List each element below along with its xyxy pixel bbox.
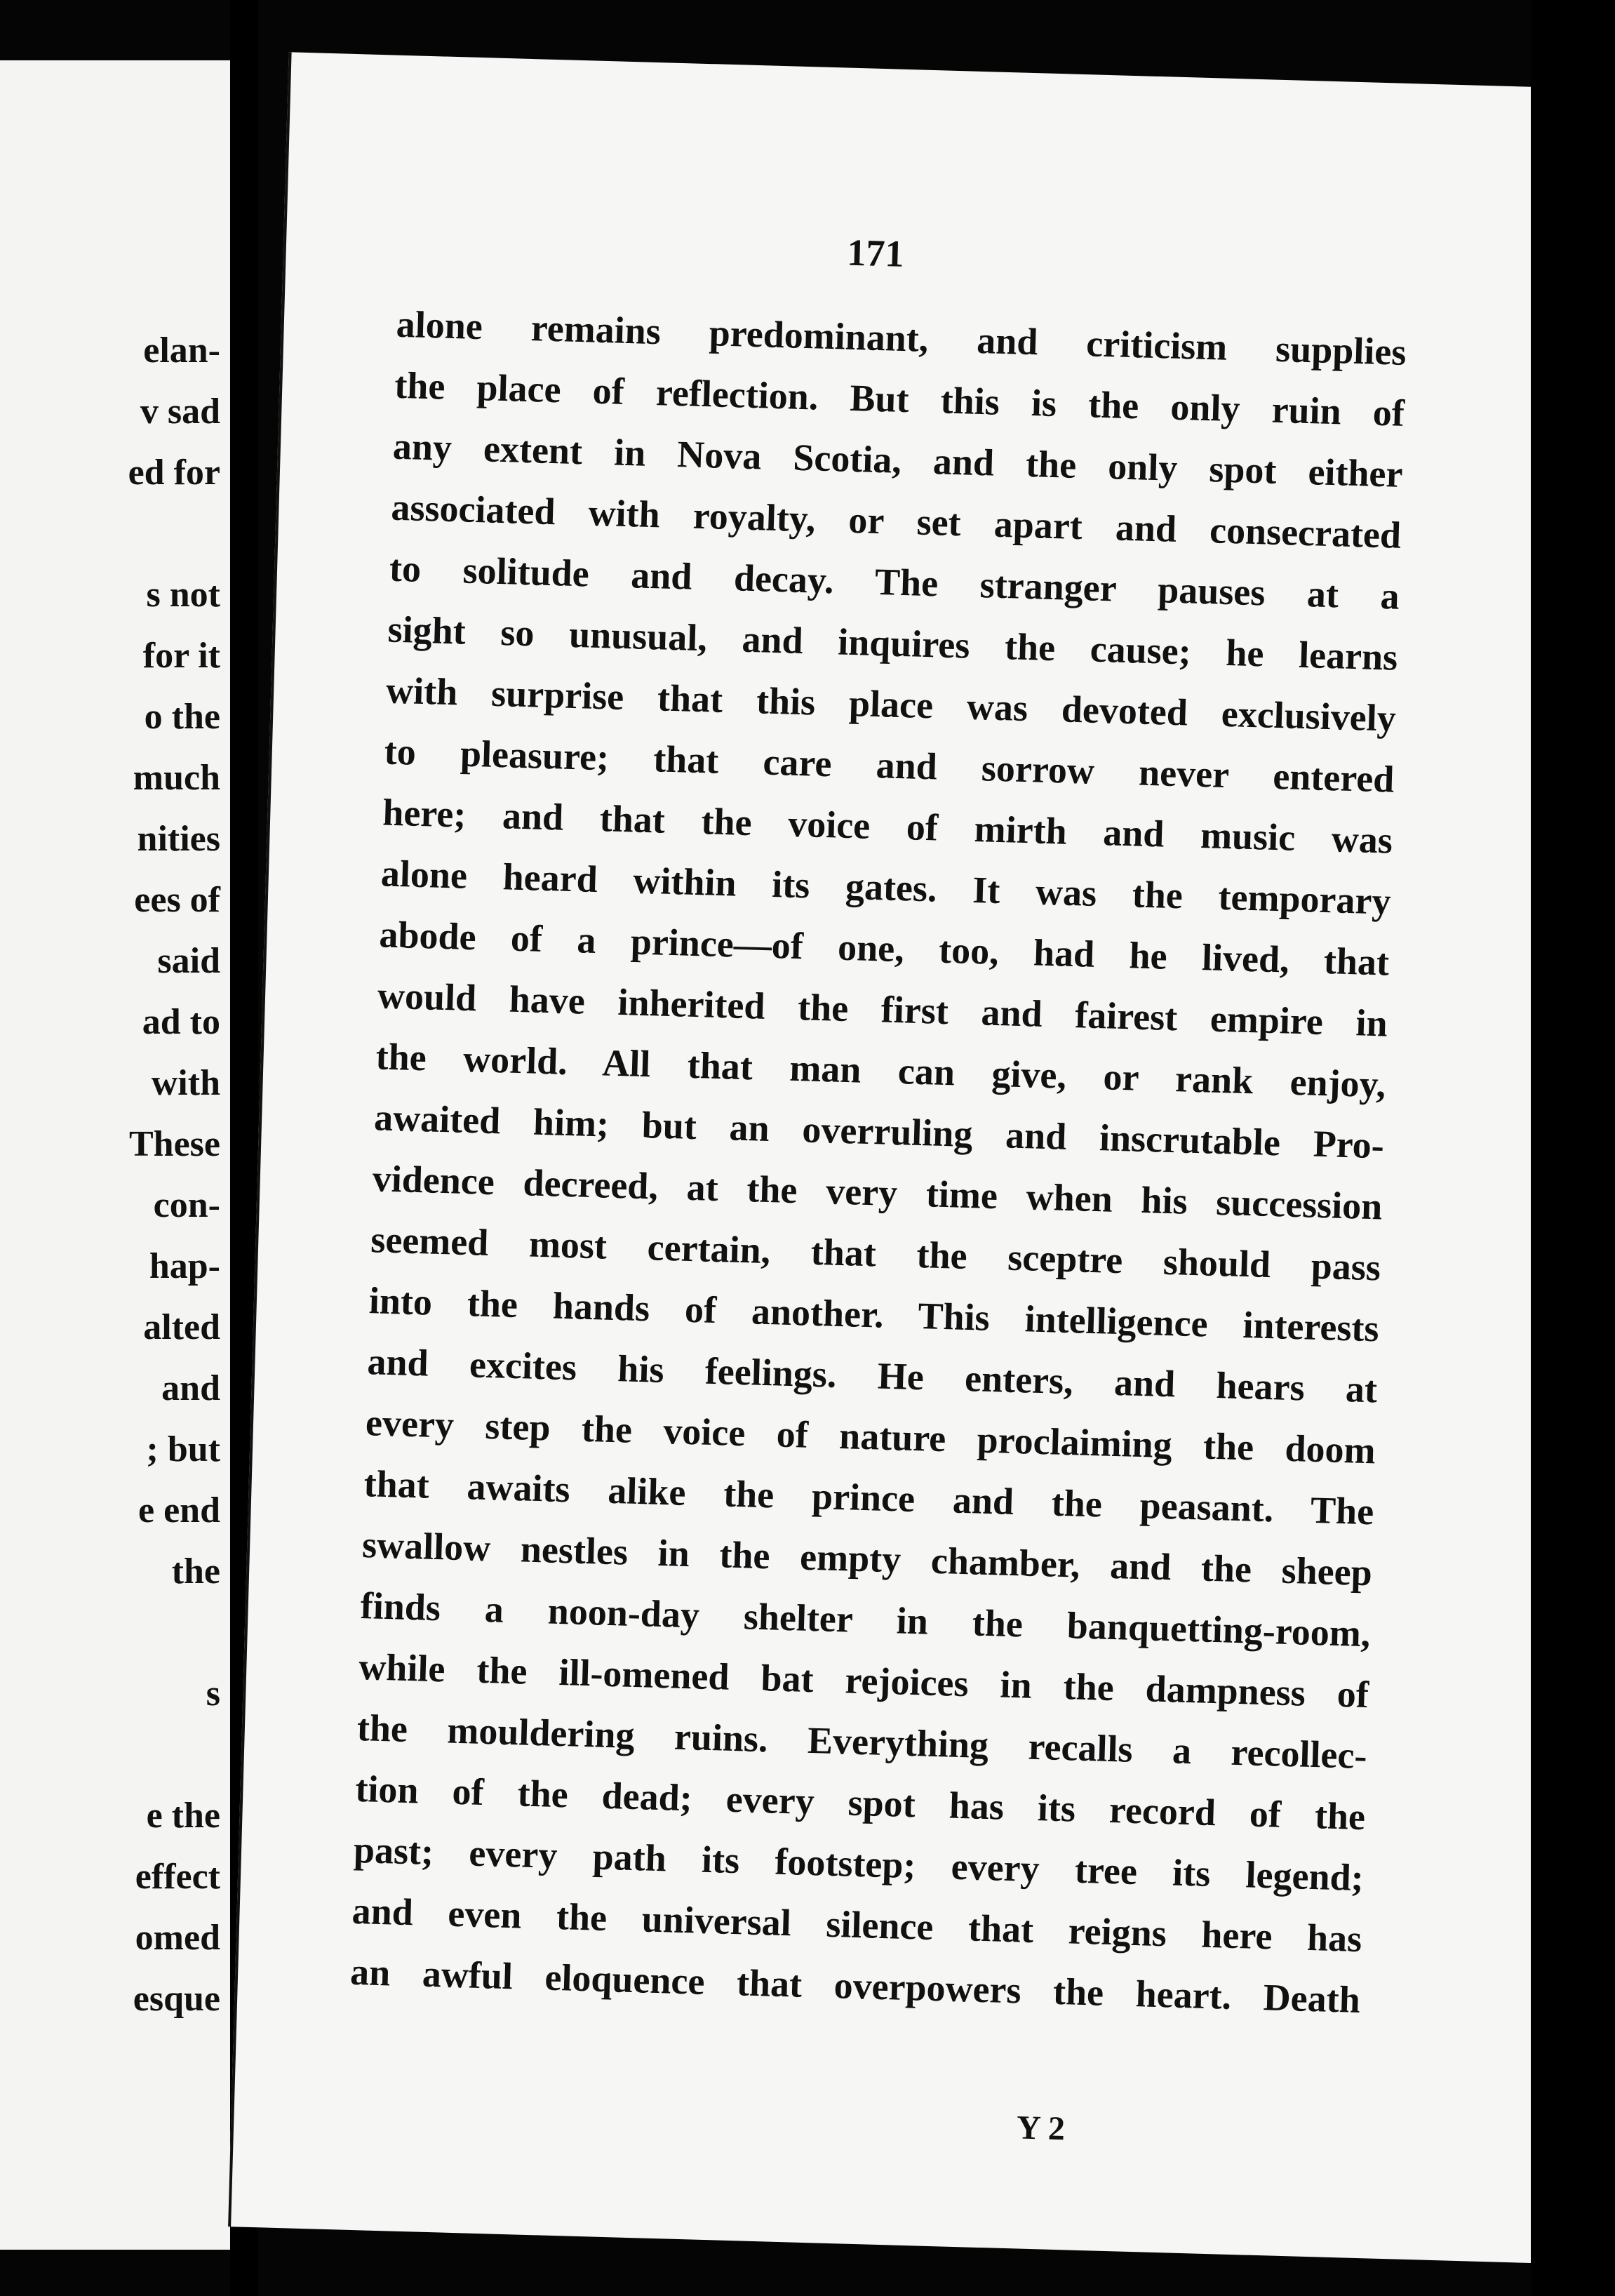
page-number: 171 xyxy=(846,231,905,275)
left-text-line: e end xyxy=(138,1490,220,1530)
left-text-line: con- xyxy=(153,1185,220,1225)
left-text-line: These xyxy=(129,1124,220,1164)
body-text xyxy=(349,294,1407,2031)
text-line: awaited him; but an overruling and inscrutable Pro- xyxy=(373,1096,1385,1167)
text-line: here; and that the voice of mirth and music was xyxy=(382,791,1393,862)
text-line: to solitude and decay. The stranger pauses at a xyxy=(389,547,1400,618)
text-line: associated with royalty, or set apart and consecrated xyxy=(390,486,1402,556)
left-text-line: alted xyxy=(143,1307,220,1347)
text-line: alone heard within its gates. It was the temporary xyxy=(380,852,1392,923)
left-text-line: elan- xyxy=(143,331,220,371)
scan-border xyxy=(1531,0,1615,2296)
text-line: and excites his feelings. He enters, and hears at xyxy=(366,1340,1378,1411)
text-line: to pleasure; that care and sorrow never entered xyxy=(384,730,1395,801)
left-text-line xyxy=(0,1602,220,1663)
text-line: that awaits alike the prince and the peasant. The xyxy=(363,1462,1375,1533)
left-text-line: ; but xyxy=(146,1429,220,1469)
left-text-line: said xyxy=(157,941,220,981)
text-line: seemed most certain, that the sceptre should pass xyxy=(370,1218,1381,1289)
left-text-line: omed xyxy=(135,1918,220,1958)
left-text-line: the xyxy=(171,1551,220,1591)
left-text-line: nities xyxy=(137,819,220,859)
left-text-line: for it xyxy=(142,636,220,676)
text-line: the world. All that man can give, or rank enjoy, xyxy=(375,1035,1387,1106)
text-line: past; every path its footstep; every tree its legend; xyxy=(353,1828,1365,1900)
left-text-line: v sad xyxy=(140,392,220,432)
text-line: into the hands of another. This intelligence interests xyxy=(368,1279,1380,1350)
text-line: tion of the dead; every spot has its record of the xyxy=(354,1767,1366,1838)
text-line: abode of a prince—of one, too, had he lived, that xyxy=(378,913,1390,984)
text-line: vidence decreed, at the very time when his succession xyxy=(372,1157,1383,1228)
text-line: swallow nestles in the empty chamber, and the sheep xyxy=(361,1523,1373,1594)
left-text-line: e the xyxy=(146,1796,220,1836)
left-text-line: effect xyxy=(135,1857,220,1897)
left-text-line: ees of xyxy=(134,880,220,920)
text-line: sight so unusual, and inquires the cause; he learns xyxy=(387,608,1399,679)
left-text-line xyxy=(0,1724,220,1785)
left-text-line: much xyxy=(133,758,220,798)
signature-mark: Y 2 xyxy=(1016,2109,1066,2148)
text-line: the mouldering ruins. Everything recalls a recollec- xyxy=(356,1706,1368,1777)
left-page xyxy=(0,60,230,2250)
left-text-line: s xyxy=(206,1674,220,1714)
text-line: alone remains predominant, and criticism supplies xyxy=(396,302,1407,373)
left-text-line: ad to xyxy=(142,1002,220,1042)
left-text-line: hap- xyxy=(149,1246,220,1286)
text-line: would have inherited the first and fairest empire in xyxy=(377,974,1388,1045)
text-line: an awful eloquence that overpowers the heart. Death xyxy=(349,1950,1361,2022)
text-line: the place of reflection. But this is the only ruin of xyxy=(394,363,1405,434)
text-line: any extent in Nova Scotia, and the only spot either xyxy=(392,425,1404,495)
left-page-text xyxy=(0,320,220,2029)
left-text-line xyxy=(0,503,220,564)
left-text-line: and xyxy=(161,1368,220,1408)
left-text-line: o the xyxy=(144,697,220,737)
text-line: with surprise that this place was devoted exclusively xyxy=(385,669,1397,740)
left-text-line: esque xyxy=(133,1979,220,2019)
text-line: every step the voice of nature proclaiming the doom xyxy=(365,1401,1376,1472)
left-text-line: ed for xyxy=(128,453,220,493)
text-line: and even the universal silence that reigns here has xyxy=(351,1889,1363,1961)
left-text-line: with xyxy=(151,1063,220,1103)
text-line: finds a noon-day shelter in the banquetting-room, xyxy=(360,1584,1372,1655)
text-line: while the ill-omened bat rejoices in the dampness of xyxy=(358,1645,1369,1716)
left-text-line: s not xyxy=(146,575,220,615)
right-page xyxy=(228,52,1610,2263)
